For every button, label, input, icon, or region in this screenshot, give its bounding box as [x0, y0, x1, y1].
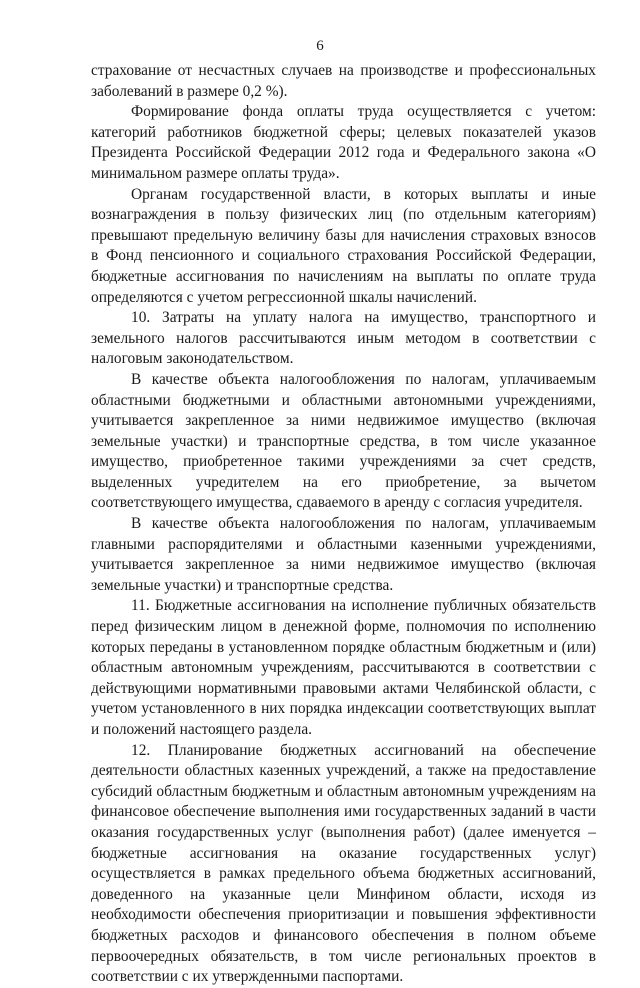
- paragraph-taxation-government: В качестве объекта налогообложения по налогам, уплачиваемым главными распорядителями и областными казенными учреждениями, учитывается закрепленное за ними недвижимое имущество (включая земельные участки) и транспортные средства.: [91, 515, 596, 594]
- paragraph-state-authorities: Органам государственной власти, в которых выплаты и иные вознаграждения в пользу физических лиц (по отдельным категориям) превышают предельную величину базы для начисления страховых взносов в Фонд пенсионного и социального страхования Российской Федерации, бюджетные ассигнования по начислениям на выплаты по оплате труда определяются с учетом регрессионной шкалы начислений.: [91, 185, 596, 306]
- paragraph-item-10: 10. Затраты на уплату налога на имущество, транспортного и земельного налогов рассчитываются иным методом в соответствии с налоговым законодательством.: [91, 309, 596, 368]
- paragraph-continuation: страхование от несчастных случаев на производстве и профессиональных заболеваний в размере 0,2 %).: [91, 62, 596, 100]
- page-number: 6: [316, 38, 324, 54]
- paragraph-taxation-autonomous: В качестве объекта налогообложения по налогам, уплачиваемым областными бюджетными и областными автономными учреждениями, учитывается закрепленное за ними недвижимое имущество (включая земельные участки) и транспортные средства, в том числе указанное имущество, приобретенное такими учреждениями за счет средств, выделенных учредителем на его приобретение, за вычетом соответствующего имущества, сдаваемого в аренду с согласия учредителя.: [91, 370, 596, 512]
- document-body: [91, 61, 596, 988]
- paragraph-wage-fund: Формирование фонда оплаты труда осуществляется с учетом: категорий работников бюджетной сферы; целевых показателей указов Президента Российской Федерации 2012 года и Федерального закона «О минимальном размере оплаты труда».: [91, 103, 596, 182]
- paragraph-item-12: 12. Планирование бюджетных ассигнований на обеспечение деятельности областных казенных учреждений, а также на предоставление субсидий областным бюджетным и областным автономным учреждениям на финансовое обеспечение выполнения ими государственных заданий в части оказания государственных услуг (выполнения работ) (далее именуется – бюджетные ассигнования на оказание государственных услуг) осуществляется в рамках предельного объема бюджетных ассигнований, доведенного на указанные цели Минфином области, исходя из необходимости обеспечения приоритизации и повышения эффективности бюджетных расходов и финансового обеспечения в полном объеме первоочередных обязательств, в том числе региональных проектов в соответствии с их утвержденными паспортами.: [91, 741, 596, 986]
- paragraph-item-11: 11. Бюджетные ассигнования на исполнение публичных обязательств перед физическим лицом в денежной форме, полномочия по исполнению которых переданы в установленном порядке областным бюджетным и (или) областным автономным учреждениям, рассчитываются в соответствии с действующими нормативными правовыми актами Челябинской области, с учетом установленного в них порядка индексации соответствующих выплат и положений настоящего раздела.: [91, 597, 596, 738]
